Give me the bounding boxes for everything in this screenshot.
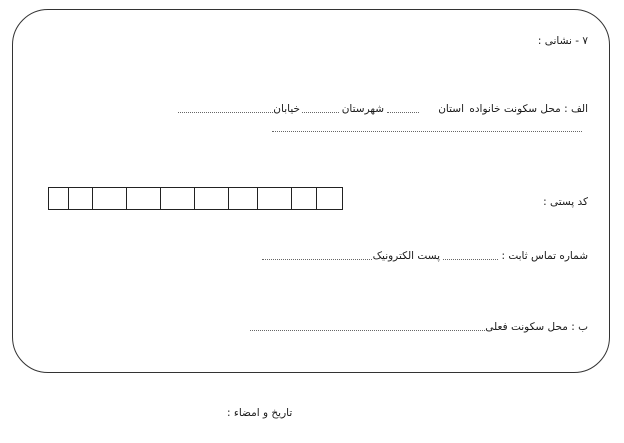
street-label: خیابان (273, 103, 300, 115)
section-title: ۷ - نشانی : (537, 35, 588, 47)
postal-code-boxes[interactable] (48, 187, 343, 210)
date-signature-label: تاریخ و امضاء : (227, 407, 293, 419)
street-field[interactable] (178, 112, 273, 113)
current-residence-label: ب : محل سکونت فعلی (485, 321, 588, 333)
postal-code-box[interactable] (257, 187, 292, 210)
postal-code-box[interactable] (126, 187, 161, 210)
postal-code-box[interactable] (228, 187, 258, 210)
phone-field[interactable] (443, 259, 498, 260)
postal-code-box[interactable] (68, 187, 93, 210)
province-label: استان (438, 103, 464, 115)
province-field[interactable] (387, 112, 419, 113)
family-residence-label: الف : محل سکونت خانواده (469, 103, 588, 115)
address-line-2-field[interactable] (272, 131, 582, 132)
postal-code-box[interactable] (291, 187, 317, 210)
postal-code-box[interactable] (48, 187, 69, 210)
postal-code-box[interactable] (92, 187, 127, 210)
email-field[interactable] (262, 259, 372, 260)
postal-code-box[interactable] (194, 187, 229, 210)
current-residence-field[interactable] (250, 330, 485, 331)
city-field[interactable] (302, 112, 339, 113)
postal-code-box[interactable] (316, 187, 343, 210)
postal-code-box[interactable] (160, 187, 195, 210)
phone-label: شماره تماس ثابت : (501, 250, 588, 262)
city-label: شهرستان (341, 103, 384, 115)
email-label: پست الکترونیک (372, 250, 440, 262)
postal-code-label: کد پستی : (543, 196, 588, 208)
